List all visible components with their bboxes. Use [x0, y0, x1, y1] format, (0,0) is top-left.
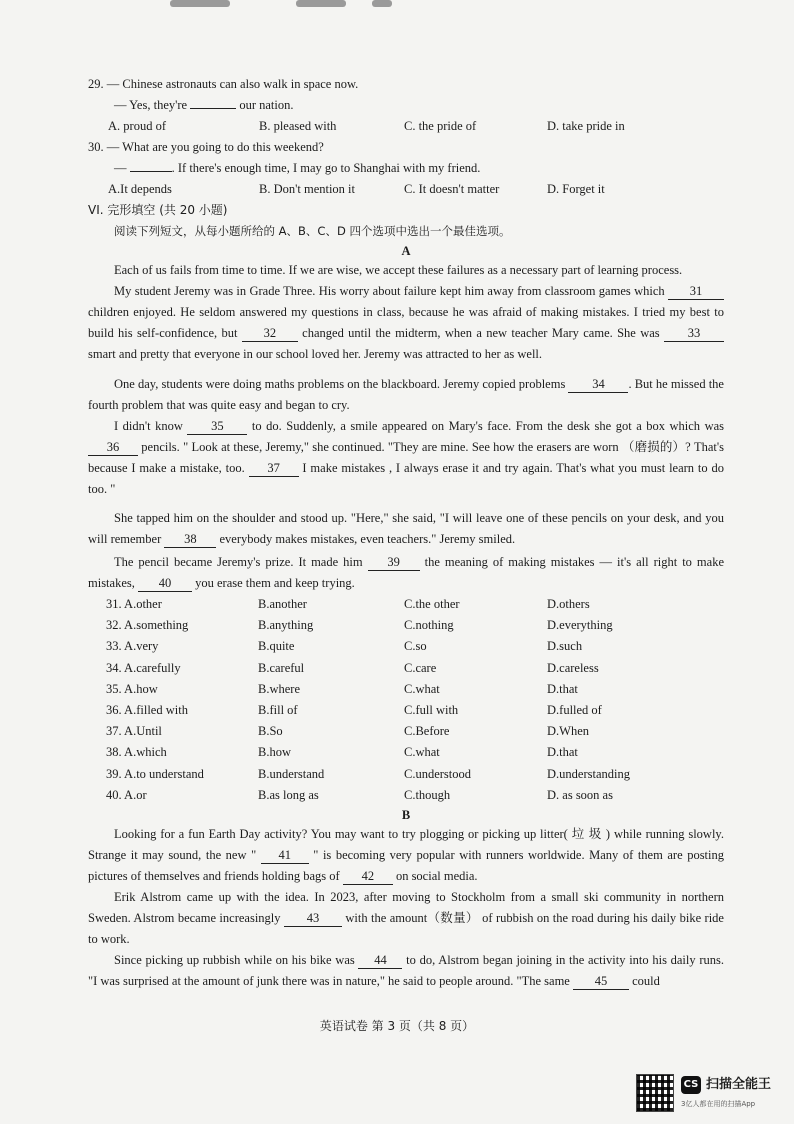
blank-39[interactable]: 39 [368, 555, 420, 571]
blank-35[interactable]: 35 [187, 419, 247, 435]
passage-a-p4: I didn't know 35 to do. Suddenly, a smile appeared on Mary's face. From the desk she got a box which was 36 pencils. " Look at these, Jeremy," she continued. "They are mine. See how the erasers are worn （磨损的）? That's because I make a mistake, too. 37 I make mistakes , I always erase it and try again. That's what you must learn to do too. " [88, 419, 725, 496]
section-instruction: 阅读下列短文，从每小题所给的 A、B、C、D 四个选项中选出一个最佳选项。 [114, 224, 511, 238]
q30-stem: 30. — What are you going to do this weekend? [88, 140, 324, 154]
q29-option-b[interactable]: B. pleased with [259, 119, 337, 133]
q29-stem: 29. — Chinese astronauts can also walk in space now. [88, 77, 359, 91]
q30-blank[interactable] [130, 171, 172, 172]
blank-44[interactable]: 44 [358, 953, 402, 969]
passage-a-p6: The pencil became Jeremy's prize. It made him 39 the meaning of making mistakes — it's all right to make mistakes, 40 you erase them and keep trying. [88, 555, 724, 590]
q30-option-d[interactable]: D. Forget it [547, 182, 605, 196]
options-row-37: 37. A.Until B.So C.Before D.When [106, 724, 589, 739]
q30-option-b[interactable]: B. Don't mention it [259, 182, 356, 196]
passage-a-p3: One day, students were doing maths problems on the blackboard. Jeremy copied problems 34 . But he missed the fourth problem that was quite easy and began to cry. [88, 377, 724, 412]
brand-tagline: 3亿人都在用的扫描App [681, 1100, 756, 1108]
passage-a-p1: Each of us fails from time to time. If we are wise, we accept these failures as a necessary part of learning process. [114, 263, 683, 277]
q30-option-a[interactable]: A.It depends [108, 182, 172, 196]
passage-b-p2: Erik Alstrom came up with the idea. In 2023, after moving to Stockholm from a small ski community in northern Sweden. Alstrom became increasingly 43 with the amount（数量） of rubbish on the road during his daily bike ride to work. [88, 890, 724, 947]
options-row-35: 35. A.how B.where C.what D.that [106, 681, 578, 696]
blank-36[interactable]: 36 [88, 440, 138, 456]
camscanner-logo-icon: CS [681, 1076, 701, 1094]
blank-32[interactable]: 32 [242, 326, 298, 342]
passage-a-p2: My student Jeremy was in Grade Three. His worry about failure kept him away from classroom games which 31 children enjoyed. He seldom answered my questions in class, because he was afraid of making mistakes. I tried my best to build his self-confidence, but 32 changed until the midterm, when a new teacher Mary came. She was 33 smart and pretty that everyone in our school loved her. Jeremy was attracted to her as well. [88, 284, 724, 361]
blank-33[interactable]: 33 [664, 326, 724, 342]
passage-b-letter: B [401, 808, 411, 823]
q29-reply: — Yes, they're our nation. [114, 98, 294, 112]
options-row-33: 33. A.very B.quite C.so D.such [106, 639, 583, 654]
scanner-watermark [636, 1074, 786, 1114]
scan-edge-marks [0, 0, 794, 10]
q30-option-c[interactable]: C. It doesn't matter [404, 182, 500, 196]
options-row-39: 39. A.to understand B.understand C.understood D.understanding [106, 766, 630, 781]
q29-blank[interactable] [190, 108, 236, 109]
passage-b-p1: Looking for a fun Earth Day activity? You may want to try plogging or picking up litter( 垃 圾 ) while running slowly. Strange it may sound, the new " 41 " is becoming very popular with runners worldwide. Many of them are posting pictures of themselves and friends holding bags of 42 on social media. [88, 827, 725, 884]
q29-option-a[interactable]: A. proud of [108, 119, 166, 133]
q30-reply: — . If there's enough time, I may go to Shanghai with my friend. [114, 161, 481, 175]
options-row-40: 40. A.or B.as long as C.though D. as soon as [106, 787, 613, 802]
passage-b-p3: Since picking up rubbish while on his bike was 44 to do, Alstrom began joining in the activity into his daily runs. "I was surprised at the amount of junk there was in nature," he said to people around. "The same 45 could [88, 953, 724, 989]
blank-42[interactable]: 42 [343, 869, 393, 885]
exam-page [88, 74, 724, 992]
q29-option-d[interactable]: D. take pride in [547, 119, 625, 133]
blank-45[interactable]: 45 [573, 974, 629, 990]
blank-38[interactable]: 38 [164, 532, 216, 548]
options-row-36: 36. A.filled with B.fill of C.full with D.fulled of [106, 703, 602, 718]
section-title: VI. 完形填空 (共 20 小题) [88, 203, 228, 217]
blank-31[interactable]: 31 [668, 284, 724, 300]
options-row-32: 32. A.something B.anything C.nothing D.everything [106, 618, 613, 633]
q29-options [88, 116, 724, 137]
passage-a-letter: A [401, 244, 411, 258]
qr-code-icon [636, 1074, 674, 1112]
blank-43[interactable]: 43 [284, 911, 342, 927]
q29-option-c[interactable]: C. the pride of [404, 119, 477, 133]
q30-options [88, 179, 724, 200]
blank-37[interactable]: 37 [249, 461, 299, 477]
brand-name: 扫描全能王 [706, 1077, 772, 1092]
blank-41[interactable]: 41 [261, 848, 309, 864]
options-row-31: 31. A.other B.another C.the other D.others [106, 597, 590, 611]
options-row-38: 38. A.which B.how C.what D.that [106, 745, 578, 760]
passage-a-p5: She tapped him on the shoulder and stood up. "Here," she said, "I will leave one of these pencils on your desk, and you will remember 38 everybody makes mistakes, even teachers." Jeremy smiled. [88, 511, 724, 546]
blank-40[interactable]: 40 [138, 576, 192, 592]
blank-34[interactable]: 34 [568, 377, 628, 393]
options-a-list [88, 594, 724, 806]
options-row-34: 34. A.carefully B.careful C.care D.careless [106, 660, 599, 675]
page-footer: 英语试卷 第 3 页（共 8 页） [319, 1019, 475, 1033]
